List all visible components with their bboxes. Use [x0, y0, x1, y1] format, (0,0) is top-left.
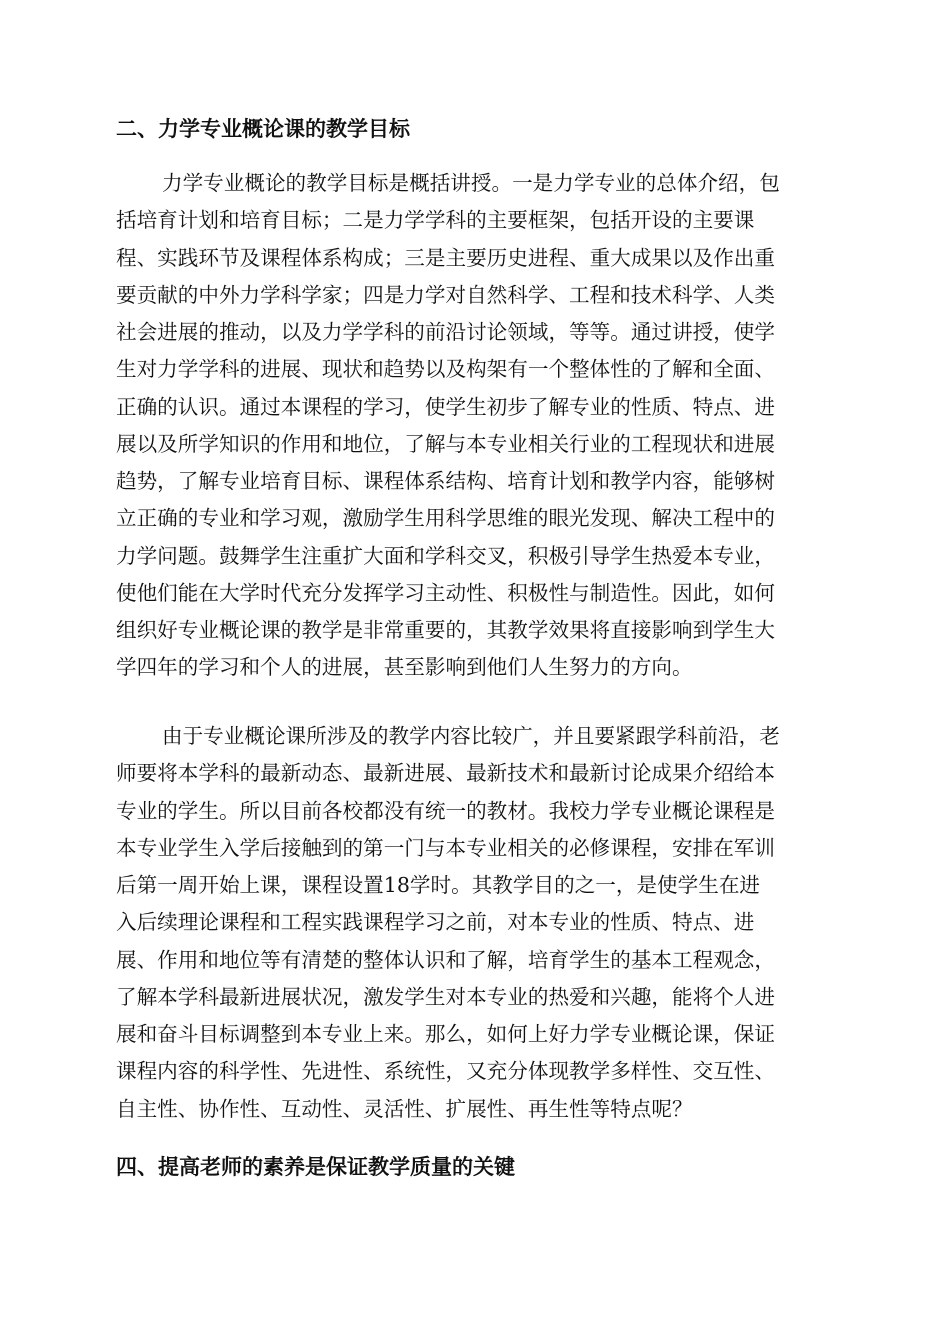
text-line: 括培育计划和培育目标；二是力学学科的主要框架，包括开设的主要课 [116, 208, 755, 233]
text-line: 要贡献的中外力学科学家；四是力学对自然科学、工程和技术科学、人类 [116, 282, 775, 307]
text-line: 程、实践环节及课程体系构成；三是主要历史进程、重大成果以及作出重 [116, 245, 775, 270]
text-line: 自主性、协作性、互动性、灵活性、扩展性、再生性等特点呢？ [116, 1096, 693, 1121]
text-line: 展和奋斗目标调整到本专业上来。那么，如何上好力学专业概论课，保证 [116, 1022, 775, 1046]
paragraph-teaching-goals [116, 165, 836, 687]
text-line: 使他们能在大学时代充分发挥学习主动性、积极性与制造性。因此，如何 [116, 580, 775, 605]
text-line: 组织好专业概论课的教学是非常重要的，其教学效果将直接影响到学生大 [116, 618, 775, 642]
text-line: 趋势，了解专业培育目标、课程体系结构、培育计划和教学内容，能够树 [116, 469, 775, 493]
text-line: 展、作用和地位等有清楚的整体认识和了解，培育学生的基本工程观念， [116, 947, 775, 972]
text-line: 师要将本学科的最新动态、最新进展、最新技术和最新讨论成果介绍给本 [116, 761, 775, 786]
text-line: 专业的学生。所以目前各校都没有统一的教材。我校力学专业概论课程是 [116, 798, 775, 823]
section-heading-teacher-quality: 四、提高老师的素养是保证教学质量的关键 [116, 1155, 515, 1179]
text-line: 本专业学生入学后接触到的第一门与本专业相关的必修课程，安排在军训 [116, 835, 775, 860]
text-line: 立正确的专业和学习观，激励学生用科学思维的眼光发现、解决工程中的 [116, 506, 775, 531]
text-line: 展以及所学知识的作用和地位，了解与本专业相关行业的工程现状和进展 [116, 431, 775, 456]
text-line: 力学问题。鼓舞学生注重扩大面和学科交叉，积极引导学生热爱本专业， [116, 543, 775, 568]
text-line: 学四年的学习和个人的进展，甚至影响到他们人生努力的方向。 [116, 655, 693, 680]
text-line: 生对力学学科的进展、现状和趋势以及构架有一个整体性的了解和全面、 [116, 357, 775, 382]
text-line: 力学专业概论的教学目标是概括讲授。一是力学专业的总体介绍，包 [162, 171, 780, 195]
text-line: 入后续理论课程和工程实践课程学习之前，对本专业的性质、特点、进 [116, 910, 755, 935]
text-line: 正确的认识。通过本课程的学习，使学生初步了解专业的性质、特点、进 [116, 394, 775, 419]
text-line: 后第一周开始上课，课程设置18学时。其教学目的之一，是使学生在进 [116, 873, 761, 897]
text-line: 由于专业概论课所涉及的教学内容比较广，并且要紧跟学科前沿，老 [162, 724, 780, 748]
text-line: 课程内容的科学性、先进性、系统性，又充分体现教学多样性、交互性、 [116, 1059, 775, 1084]
text-line: 了解本学科最新进展状况，激发学生对本专业的热爱和兴趣，能将个人进 [116, 984, 775, 1009]
section-heading-teaching-goals: 二、力学专业概论课的教学目标 [116, 117, 410, 141]
paragraph-course-context [116, 718, 836, 1128]
text-line: 社会进展的推动，以及力学学科的前沿讨论领域，等等。通过讲授，使学 [116, 320, 775, 344]
